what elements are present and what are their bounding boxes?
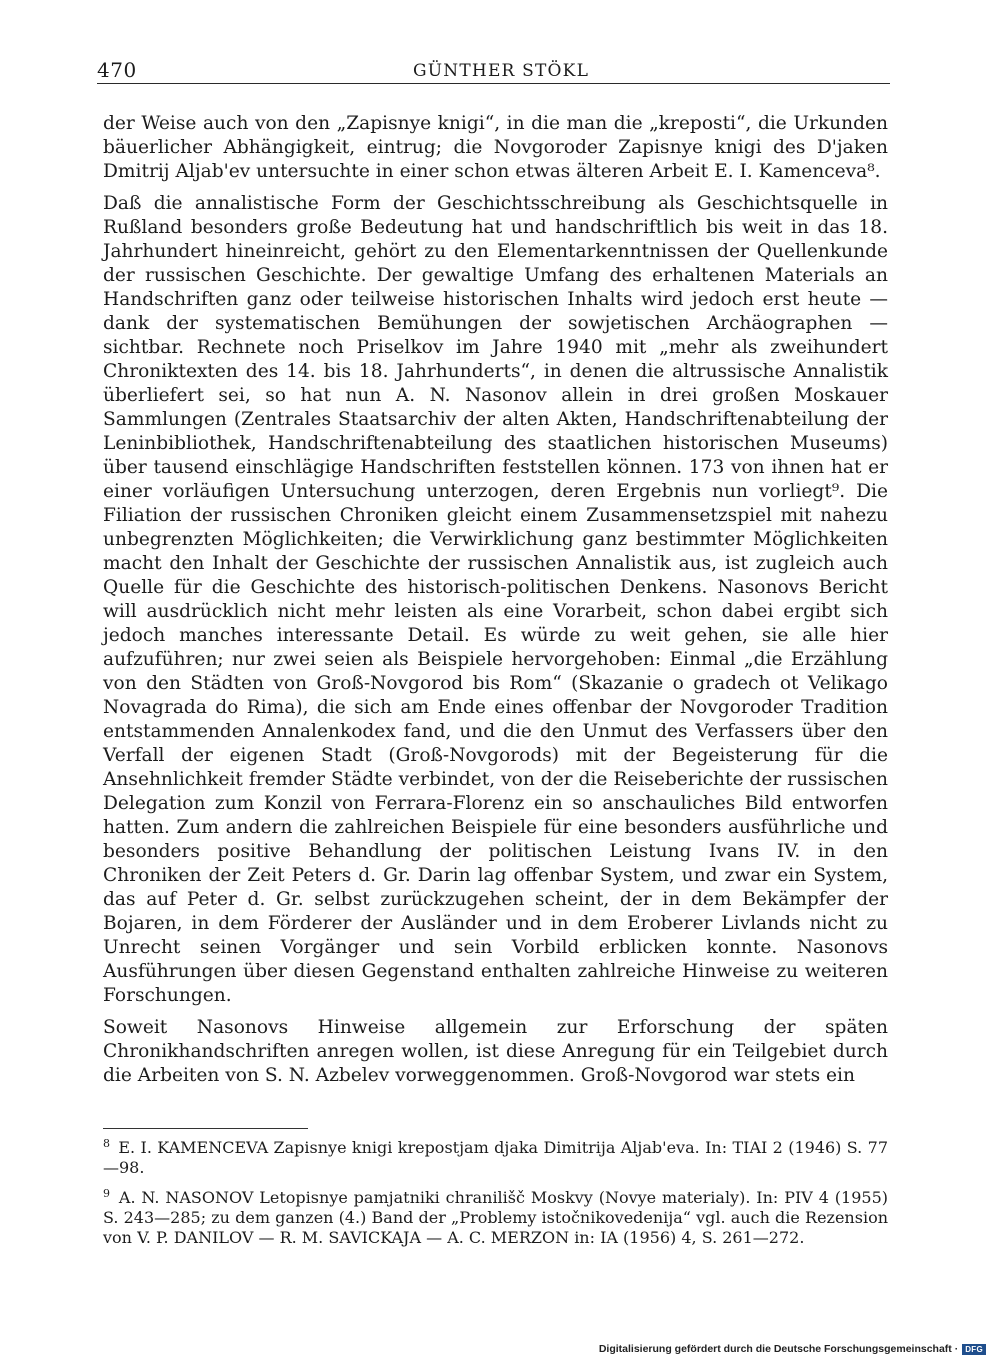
page-number: 470	[97, 58, 137, 82]
footnote-marker: 8	[103, 1136, 110, 1150]
footnotes	[103, 1138, 888, 1258]
paragraph-1: der Weise auch von den „Zapisnye knigi“, in die man die „kreposti“, die Urkunden bäuerlicher Abhängigkeit, eintrug; die Novgoroder Zapisnye knigi des D'jaken Dmitrij Aljab'ev untersuchte in einer schon etwas älteren Arbeit E. I. Kamenceva⁸.	[103, 113, 888, 182]
footnote-9	[103, 1188, 888, 1248]
digitization-credit	[599, 1343, 986, 1355]
footnote-rule	[103, 1128, 308, 1129]
footnote-text: E. I. KAMENCEVA Zapisnye knigi krepostjam djaka Dimitrija Aljab'eva. In: TIAI 2 (1946) S. 77—98.	[103, 1138, 888, 1177]
header-rule	[97, 83, 890, 84]
digitization-credit-text: Digitalisierung gefördert durch die Deutsche Forschungsgemeinschaft ·	[598, 1343, 959, 1355]
paragraph-3: Soweit Nasonovs Hinweise allgemein zur Erforschung der späten Chronikhandschriften anregen wollen, ist diese Anregung für ein Teilgebiet durch die Arbeiten von S. N. Azbelev vorweggenommen. Groß-Novgorod war stets ein	[103, 1017, 888, 1086]
body-text	[103, 112, 888, 1096]
footnote-marker: 9	[103, 1186, 110, 1200]
dfg-logo: DFG	[962, 1344, 986, 1355]
paragraph-2: Daß die annalistische Form der Geschichtsschreibung als Geschichtsquelle in Rußland besonders große Bedeutung hat und handschriftlich bis weit in das 18. Jahrhundert hineinreicht, gehört zu den Elementarkenntnissen der Quellenkunde der russischen Geschichte. Der gewaltige Umfang des erhaltenen Materials an Handschriften ganz oder teilweise historischen Inhalts wird jedoch erst heute — dank der systematischen Bemühungen der sowjetischen Archäographen — sichtbar. Rechnete noch Priselkov im Jahre 1940 mit „mehr als zweihundert Chroniktexten des 14. bis 18. Jahrhunderts“, in denen die altrussische Annalistik überliefert sei, so hat nun A. N. Nasonov allein in drei großen Moskauer Sammlungen (Zentrales Staatsarchiv der alten Akten, Handschriftenabteilung der Leninbibliothek, Handschriftenabteilung des staatlichen historischen Museums) über tausend einschlägige Handschriften feststellen können. 173 von ihnen hat er einer vorläufigen Untersuchung unterzogen, deren Ergebnis nun vorliegt⁹. Die Filiation der russischen Chroniken gleicht einem Zusammensetzspiel mit nahezu unbegrenzten Möglichkeiten; die Verwirklichung ganz bestimmter Möglichkeiten macht den Inhalt der Geschichte der russischen Annalistik aus, ist zugleich auch Quelle für die Geschichte des historisch-politischen Denkens. Nasonovs Bericht will ausdrücklich nicht mehr leisten als eine Vorarbeit, schon dabei ergibt sich jedoch manches interessante Detail. Es würde zu weit gehen, sie alle hier aufzuführen; nur zwei seien als Beispiele hervorgehoben: Einmal „die Erzählung von den Städten von Groß-Novgorod bis Rom“ (Skazanie o gradech ot Velikago Novagrada do Rima), die sich am Ende eines offenbar der Novgoroder Tradition entstammenden Annalenkodex fand, und die den Unmut des Verfassers über den Verfall der eigenen Stadt (Groß-Novgorods) mit der Begeisterung für die Ansehnlichkeit fremder Städte verbindet, von der die Reiseberichte der russischen Delegation zum Konzil von Ferrara-Florenz ein so anschauliches Bild entworfen hatten. Zum andern die zahlreichen Beispiele für eine besonders ausführliche und besonders positive Behandlung der politischen Leistung Ivans IV. in den Chroniken der Zeit Peters d. Gr. Darin lag offenbar System, und zwar ein System, das auf Peter d. Gr. selbst zurückzugehen scheint, der in dem Bekämpfer der Bojaren, in dem Förderer der Ausländer und in dem Eroberer Livlands nicht zu Unrecht seinen Vorgänger und sein Vorbild erblicken konnte. Nasonovs Ausführungen über diesen Gegenstand enthalten zahlreiche Hinweise zu weiteren Forschungen.	[103, 193, 888, 1006]
running-head: GÜNTHER STÖKL	[413, 61, 590, 81]
footnote-text: A. N. NASONOV Letopisnye pamjatniki chranilišč Moskvy (Novye materialy). In: PIV 4 (1955) S. 243—285; zu dem ganzen (4.) Band der „Problemy istočnikovedenija“ vgl. auch die Rezension von V. P. DANILOV — R. M. SAVICKAJA — A. C. MERZON in: IA (1956) 4, S. 261—272.	[103, 1188, 888, 1247]
footnote-8	[103, 1138, 888, 1178]
